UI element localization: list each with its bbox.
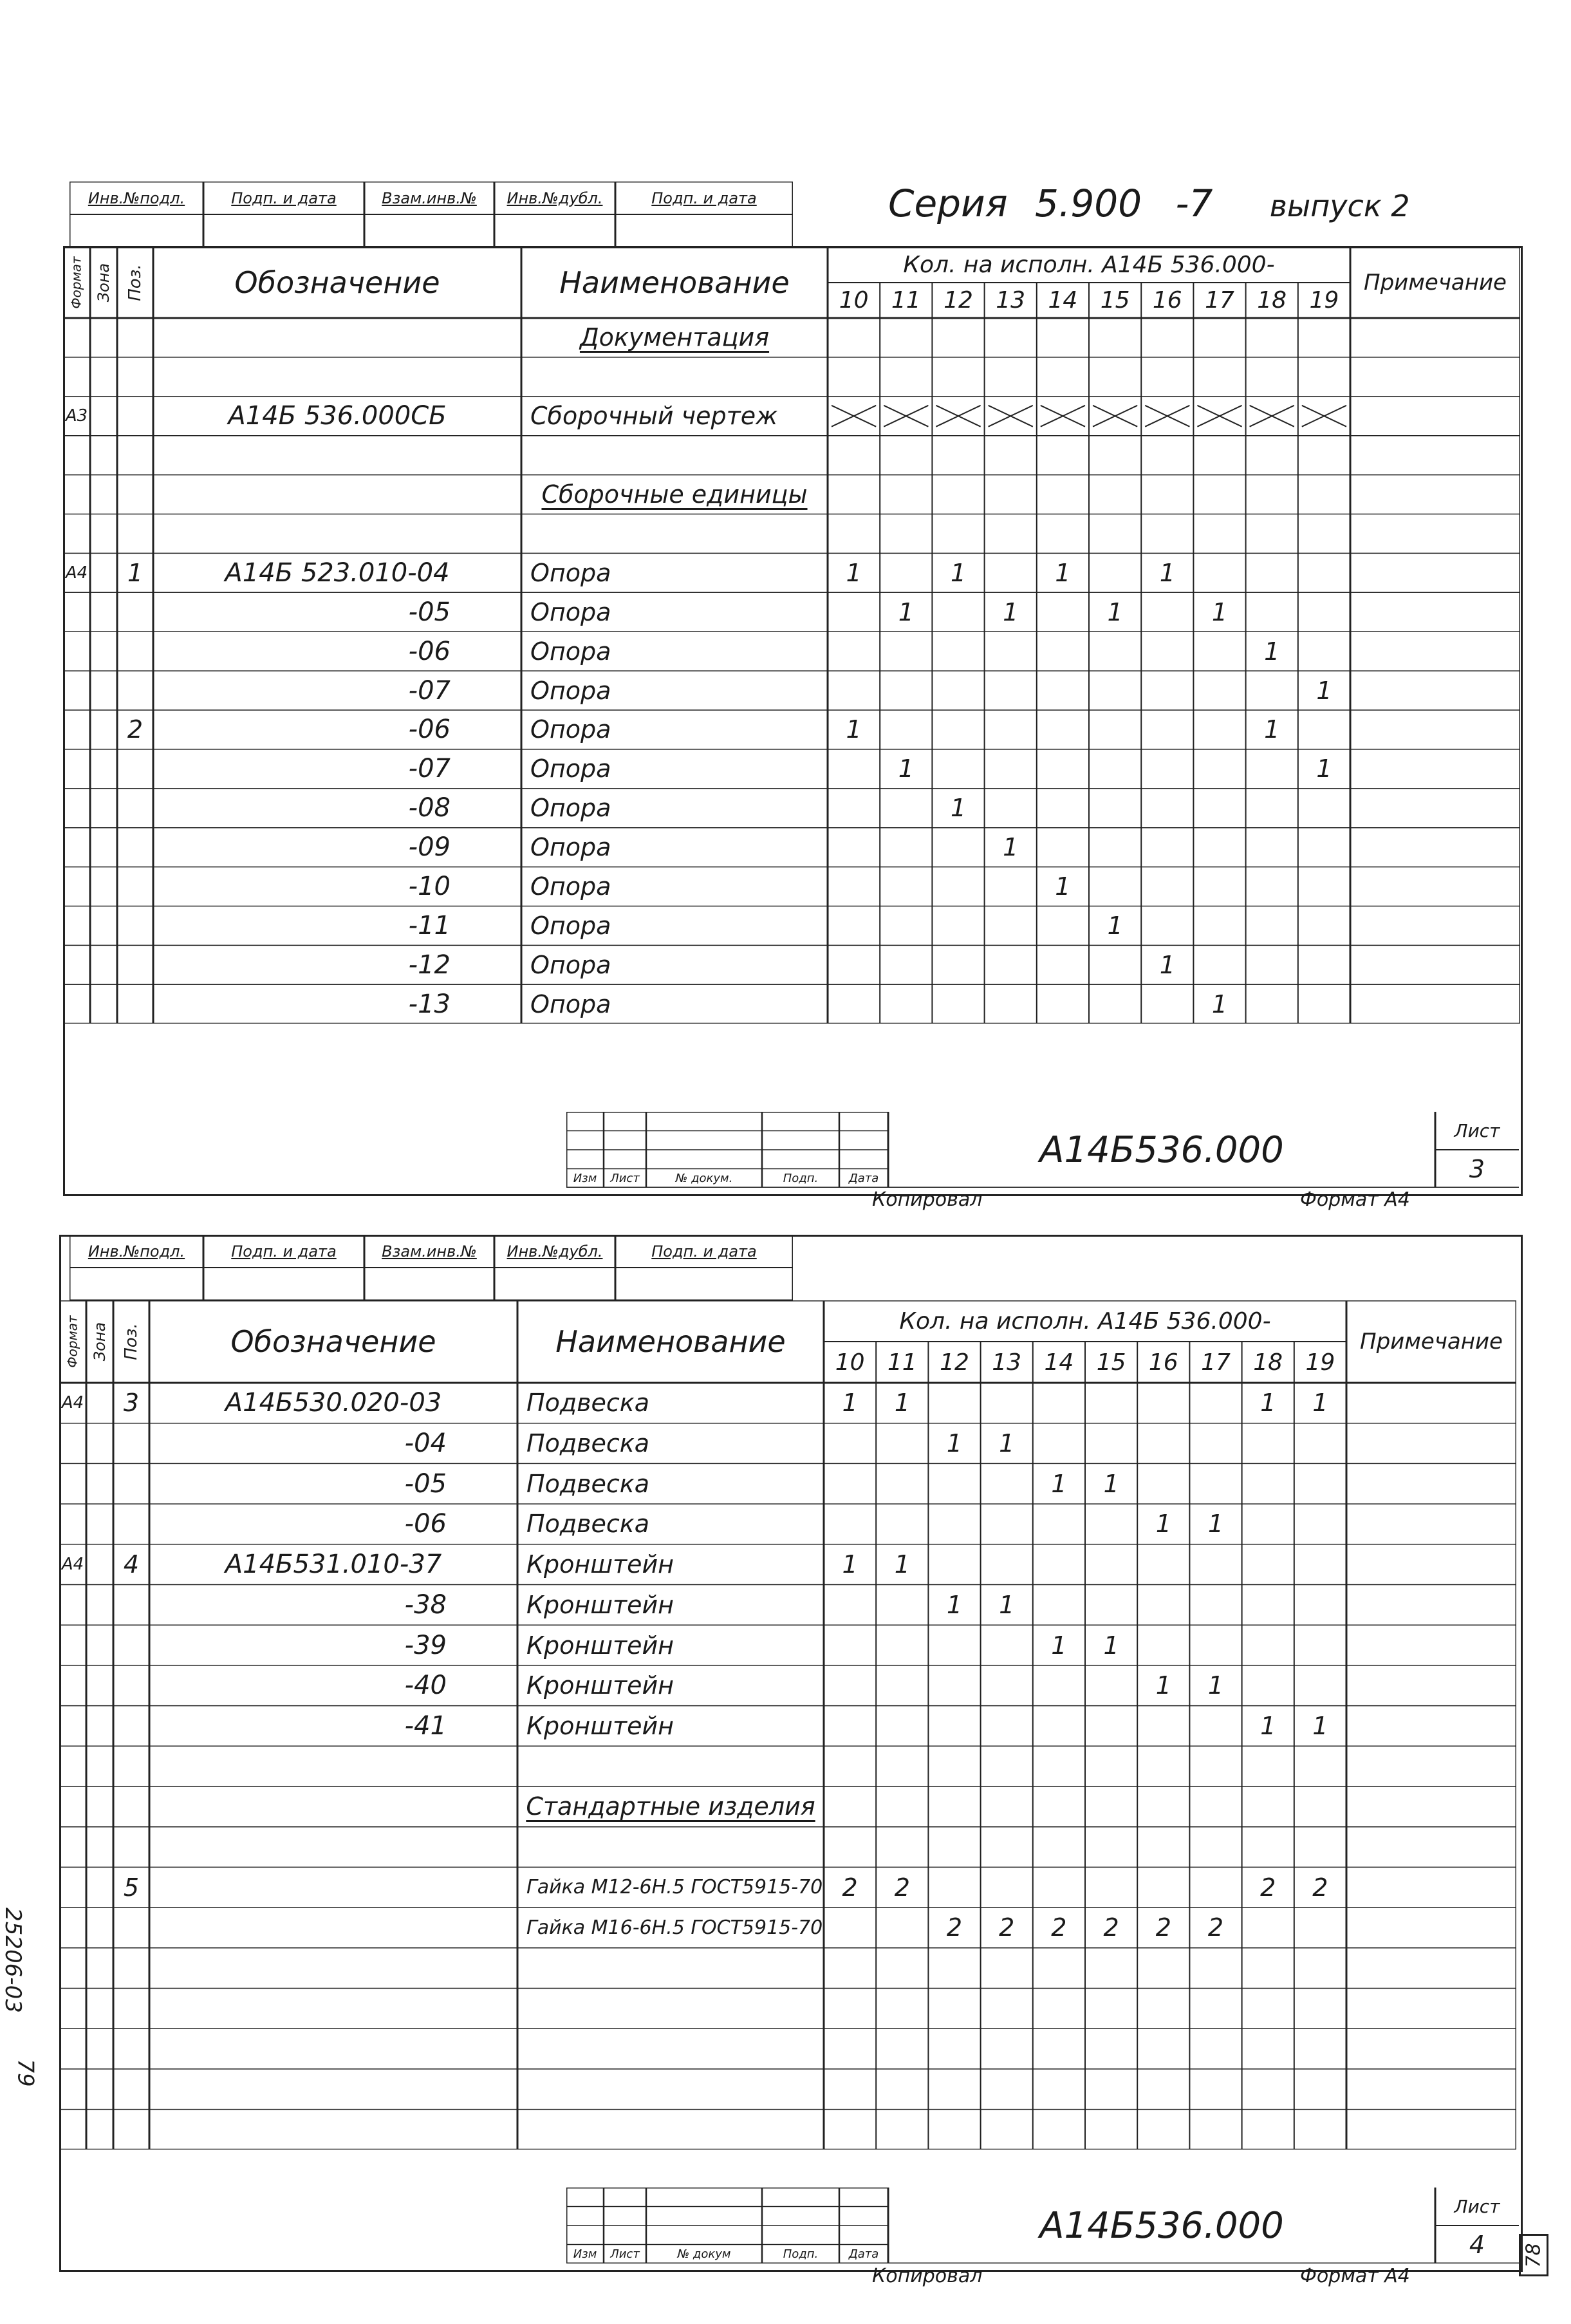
series-number: 5.900 [1035,182,1142,225]
row-designation: А14Б 536.000СБ [228,401,447,431]
qty-cell: 1 [1264,637,1280,666]
qty-cell: 2 [1260,1873,1276,1902]
row-name: Подвеска [526,1510,650,1539]
format-label: Формат А4 [1300,1188,1410,1211]
title-block-header: Лист [610,2247,640,2261]
row-name: Опора [530,715,611,744]
copied-label: Копировал [872,1188,983,1211]
row-designation: -07 [408,675,451,706]
qty-cell: 1 [1051,1631,1067,1660]
row-name: Гайка М16-6Н.5 ГОСТ5915-70 [526,1916,823,1939]
qty-cell: 1 [999,1590,1015,1619]
qty-cell: 1 [946,1429,963,1458]
document-number: А14Б536.000 [1039,2204,1284,2247]
row-position: 5 [123,1873,140,1902]
approval-stamp-bottom [70,1235,793,1300]
sheet-label: Лист [1454,1120,1500,1141]
title-block-header: Изм [573,1171,597,1185]
stamp-label: Инв.№дубл. [507,189,603,207]
row-designation: -06 [408,636,451,666]
stamp-label: Подп. и дата [651,189,757,207]
title-block-header: Подп. [783,1171,819,1185]
variant-header: 15 [1100,287,1130,314]
qty-cell: 1 [1003,597,1019,626]
format-label: Формат А4 [1300,2265,1410,2287]
qty-cell: 2 [1207,1913,1224,1942]
qty-cell: 1 [1055,558,1071,587]
variant-header: 15 [1096,1349,1126,1376]
qty-cell: 1 [1155,1510,1171,1539]
row-name: Опора [530,950,611,979]
qty-group-header: Кол. на исполн. А14Б 536.000- [899,1307,1271,1335]
qty-cell: 2 [1155,1913,1171,1942]
qty-cell: 1 [1159,558,1175,587]
series-label: Серия [888,182,1008,225]
title-block-sheet-4 [566,2188,1519,2263]
stamp-label: Инв.№подл. [88,189,185,207]
row-name: Кронштейн [526,1550,674,1579]
row-name: Опора [530,833,611,862]
qty-cell: 1 [1264,715,1280,744]
stamp-label: Взам.инв.№ [382,1242,477,1260]
stamp-label: Подп. и дата [651,1242,757,1260]
row-designation: -12 [408,950,451,980]
row-designation: -10 [408,872,451,902]
row-name: Опора [530,637,611,666]
row-name: Опора [530,676,611,705]
stamp-label: Взам.инв.№ [382,189,477,207]
variant-header: 11 [891,287,921,314]
row-designation: -06 [408,715,451,745]
qty-cell: 1 [1155,1671,1171,1700]
margin-code: 25206-03 [0,1907,26,2013]
variant-header: 19 [1305,1349,1335,1376]
row-format: А3 [65,406,88,426]
qty-cell: 2 [1051,1913,1067,1942]
qty-cell: 1 [1003,833,1019,862]
title-block-header: № докум. [675,1171,733,1185]
row-designation: -05 [404,1468,447,1499]
row-name: Подвеска [526,1469,650,1498]
qty-cell: 1 [1312,1389,1328,1418]
variant-header: 14 [1044,1349,1074,1376]
row-designation: -08 [408,793,451,823]
row-position: 4 [123,1550,140,1579]
variant-header: 13 [992,1349,1022,1376]
row-designation: -38 [404,1589,447,1620]
row-designation: -09 [408,832,451,863]
variant-header: 16 [1148,1349,1178,1376]
row-name: Опора [530,911,611,940]
row-format: А4 [65,563,88,583]
spec-table-sheet-4 [59,1300,1516,2150]
qty-cell: 1 [898,754,914,783]
row-designation: -05 [408,597,451,627]
row-position: 3 [123,1389,140,1418]
col-pos-header: Поз. [125,264,145,301]
col-name-header: Наименование [559,265,790,300]
row-name: Кронштейн [526,1631,674,1660]
stamp-label: Инв.№подл. [88,1242,185,1260]
variant-header: 18 [1253,1349,1283,1376]
qty-cell: 1 [1312,1711,1328,1740]
row-name: Документация [579,323,770,352]
qty-cell: 1 [898,597,914,626]
title-block-header: Подп. [783,2247,819,2261]
qty-cell: 1 [1051,1469,1067,1498]
row-designation: -41 [404,1710,447,1741]
row-format: А4 [61,1393,84,1413]
stamp-label: Инв.№дубл. [507,1242,603,1260]
qty-cell: 1 [842,1550,858,1579]
qty-cell: 1 [1055,872,1071,901]
qty-cell: 2 [894,1873,910,1902]
row-name: Опора [530,794,611,823]
qty-cell: 1 [1103,1469,1119,1498]
col-zone-header: Зона [95,263,113,303]
qty-cell: 2 [946,1913,963,1942]
variant-header: 17 [1205,287,1234,314]
series-suffix: -7 [1175,182,1213,225]
qty-cell: 2 [1103,1913,1119,1942]
qty-cell: 1 [1260,1389,1276,1418]
col-note-header: Примечание [1360,1329,1503,1354]
row-designation: -04 [404,1429,447,1459]
qty-cell: 1 [1107,597,1123,626]
row-name: Сборочные единицы [541,480,808,509]
row-name: Кронштейн [526,1711,674,1740]
row-format: А4 [61,1555,84,1575]
row-designation: А14Б530.020-03 [225,1388,442,1418]
row-name: Опора [530,989,611,1018]
row-name: Опора [530,872,611,901]
row-designation: -39 [404,1630,447,1660]
title-block-header: Дата [848,1171,879,1185]
qty-cell: 1 [1103,1631,1119,1660]
row-designation: -11 [408,910,451,941]
col-note-header: Примечание [1364,270,1507,295]
margin-page-left: 79 [12,2059,39,2087]
stamp-label: Подп. и дата [231,189,337,207]
row-position: 1 [127,558,144,587]
variant-header: 18 [1257,287,1287,314]
variant-header: 17 [1201,1349,1231,1376]
title-block-header: № докум [677,2247,731,2261]
variant-header: 11 [887,1349,917,1376]
row-name: Подвеска [526,1389,650,1418]
row-name: Опора [530,754,611,783]
qty-cell: 2 [842,1873,858,1902]
row-name: Кронштейн [526,1590,674,1619]
row-designation: -40 [404,1671,447,1701]
col-format-header: Формат [65,1315,80,1368]
series-header [888,182,1410,225]
title-block-sheet-3 [566,1112,1519,1188]
variant-header: 14 [1048,287,1078,314]
qty-cell: 1 [950,794,967,823]
stamp-label: Подп. и дата [231,1242,337,1260]
row-position: 2 [127,715,144,744]
row-designation: -06 [404,1509,447,1539]
spec-table-sheet-3 [63,247,1520,1024]
qty-cell: 1 [999,1429,1015,1458]
sheet-number: 4 [1469,2230,1485,2259]
row-designation: -13 [408,989,451,1019]
row-designation: -07 [408,754,451,784]
document-number: А14Б536.000 [1039,1129,1284,1171]
qty-cell: 1 [846,558,862,587]
qty-cell: 1 [946,1590,963,1619]
sheet-number: 3 [1469,1154,1485,1183]
col-pos-header: Поз. [122,1323,141,1360]
qty-cell: 1 [842,1389,858,1418]
qty-cell: 2 [999,1913,1015,1942]
qty-cell: 1 [1159,950,1175,979]
variant-header: 12 [940,1349,969,1376]
row-name: Гайка М12-6Н.5 ГОСТ5915-70 [526,1876,823,1899]
col-name-header: Наименование [555,1324,786,1359]
title-block-header: Изм [573,2247,597,2261]
qty-group-header: Кол. на исполн. А14Б 536.000- [903,252,1275,278]
row-designation: А14Б531.010-37 [225,1550,442,1580]
qty-cell: 1 [1316,754,1332,783]
variant-header: 10 [835,1349,865,1376]
qty-cell: 2 [1312,1873,1328,1902]
qty-cell: 1 [894,1389,910,1418]
variant-header: 16 [1152,287,1182,314]
col-format-header: Формат [69,256,84,309]
variant-header: 13 [996,287,1026,314]
col-zone-header: Зона [91,1322,109,1362]
row-name: Опора [530,597,611,626]
sheet-label: Лист [1454,2196,1500,2217]
copied-label: Копировал [872,2265,983,2287]
qty-cell: 1 [1107,911,1123,940]
row-name: Кронштейн [526,1671,674,1700]
row-name: Сборочный чертеж [530,402,778,431]
qty-cell: 1 [1316,676,1332,705]
qty-cell: 1 [1207,1510,1224,1539]
qty-cell: 1 [950,558,967,587]
qty-cell: 1 [1211,597,1228,626]
qty-cell: 1 [1211,989,1228,1018]
title-block-header: Лист [610,1171,640,1185]
col-designation-header: Обозначение [230,1324,436,1359]
col-designation-header: Обозначение [234,265,440,300]
qty-cell: 1 [1260,1711,1276,1740]
approval-stamp-top [70,182,793,247]
qty-cell: 1 [1207,1671,1224,1700]
issue-label: выпуск 2 [1269,189,1410,223]
margin-page-right: 78 [1519,2234,1548,2276]
row-name: Стандартные изделия [526,1792,815,1821]
title-block-header: Дата [848,2247,879,2261]
qty-cell: 1 [846,715,862,744]
variant-header: 12 [944,287,973,314]
row-designation: А14Б 523.010-04 [225,558,450,588]
variant-header: 19 [1309,287,1339,314]
qty-cell: 1 [894,1550,910,1579]
variant-header: 10 [839,287,869,314]
row-name: Подвеска [526,1429,650,1458]
row-name: Опора [530,558,611,587]
